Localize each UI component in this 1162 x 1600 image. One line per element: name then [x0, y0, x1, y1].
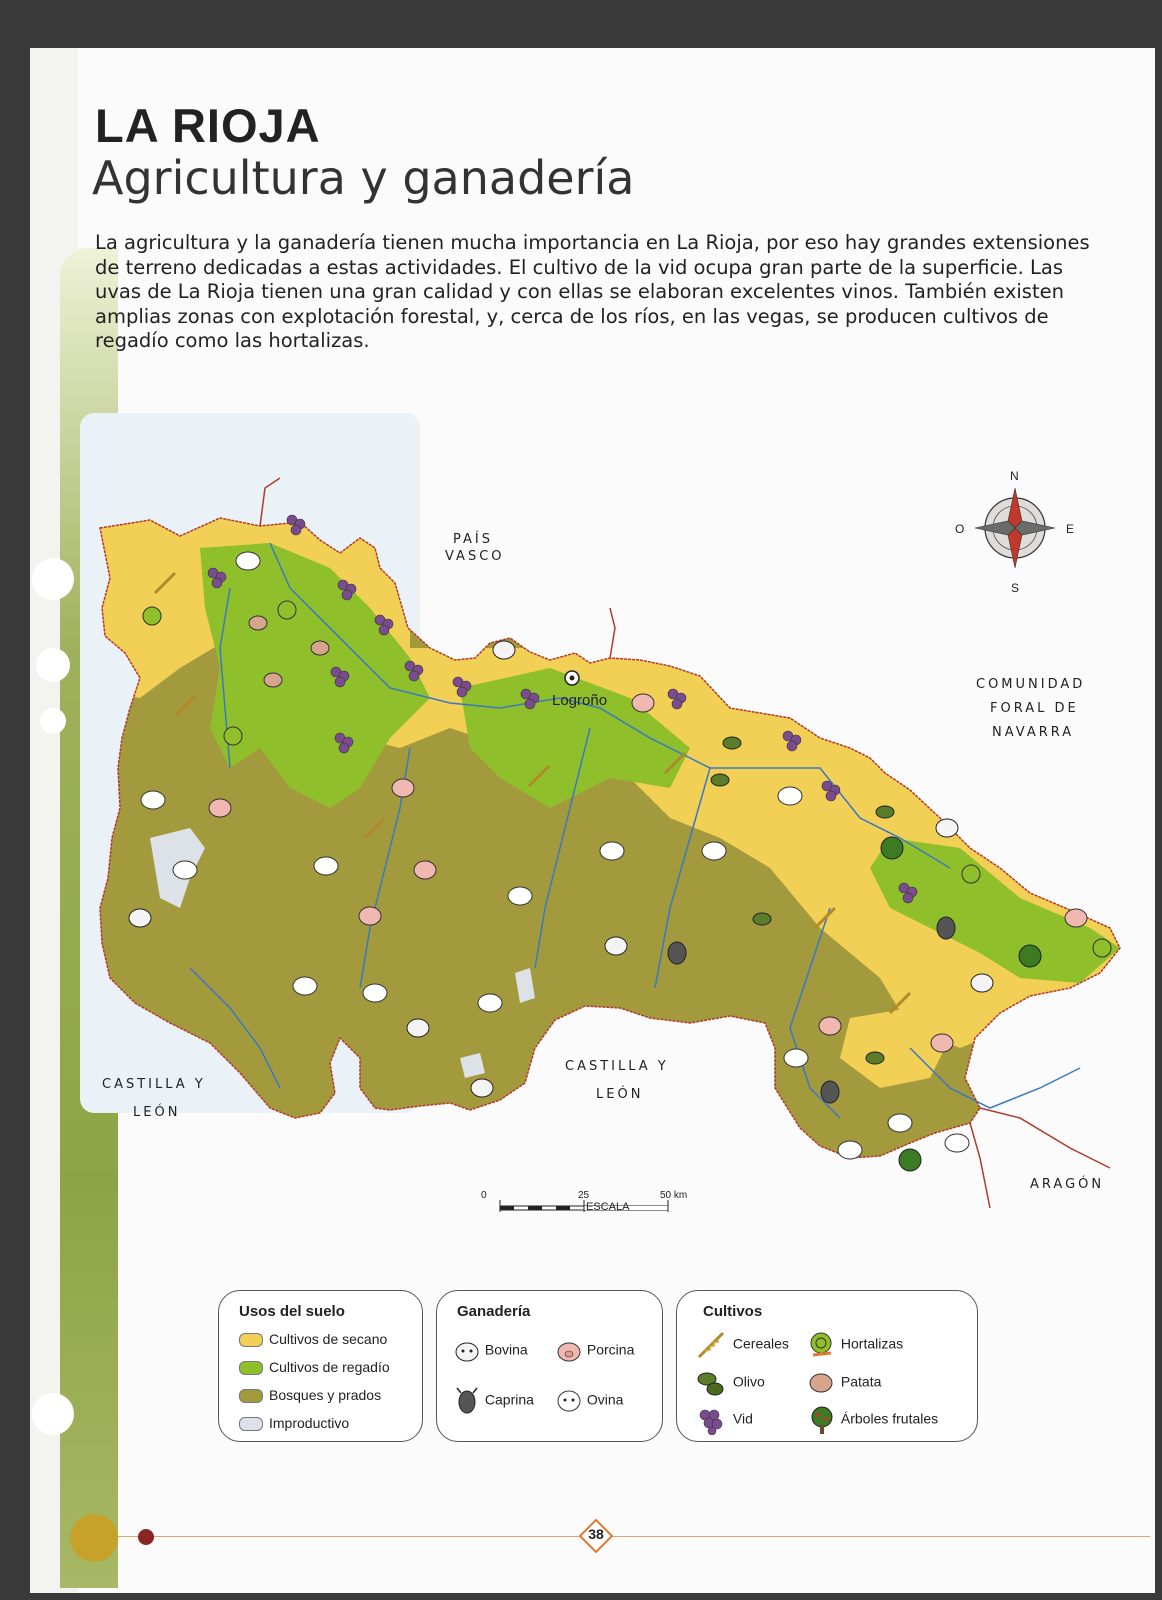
legend-item-secano: Cultivos de secano — [239, 1331, 387, 1347]
region-label: FORAL DE — [990, 701, 1079, 716]
region-label: CASTILLA Y — [102, 1077, 206, 1092]
compass-rose-icon — [955, 469, 1074, 595]
page-subtitle: Agricultura y ganadería — [92, 151, 635, 205]
legend-title: Cultivos — [703, 1303, 763, 1320]
legend-title: Usos del suelo — [239, 1303, 345, 1320]
region-label: COMUNIDAD — [976, 677, 1086, 692]
porcina-icon — [555, 1339, 583, 1363]
vid-icon — [695, 1405, 729, 1435]
compass-north: N — [1010, 469, 1019, 483]
compass-west: O — [955, 522, 965, 536]
ovina-icon — [555, 1387, 583, 1415]
page-title: LA RIOJA — [95, 99, 321, 152]
caprina-icon — [453, 1387, 481, 1415]
legend-title: Ganadería — [457, 1303, 531, 1320]
legend-item-hortalizas: Hortalizas — [807, 1331, 903, 1359]
legend-item-olivo: Olivo — [695, 1369, 765, 1397]
page-number — [578, 1518, 614, 1554]
legend-item-arboles-frutales: Árboles frutales — [807, 1405, 938, 1435]
legend-item-bosques: Bosques y prados — [239, 1387, 381, 1403]
hortalizas-icon — [807, 1331, 837, 1359]
legend-usos-del-suelo — [218, 1290, 423, 1442]
olivo-icon — [695, 1369, 729, 1397]
footer-line — [90, 1536, 1150, 1537]
compass-east: E — [1066, 522, 1075, 536]
page — [30, 48, 1155, 1593]
legend-cultivos — [676, 1290, 978, 1442]
border-navarra — [610, 608, 615, 658]
city-label: Logroño — [552, 692, 608, 709]
legend-item-ovina: Ovina — [555, 1387, 623, 1415]
intro-paragraph: La agricultura y la ganadería tienen mucha importancia en La Rioja, por eso hay grandes extensiones de terreno dedicadas a estas actividades. El cultivo de la vid ocupa gran parte de la superficie. Las uvas de La Rioja tienen una gran calidad y con ellas se elaboran excelentes vinos. También existen amplias zonas con explotación forestal, y, cerca de los ríos, en las vegas, se producen cultivos de regadío como las hortalizas. — [95, 231, 1090, 352]
cereales-icon — [695, 1331, 729, 1359]
region-label: LEÓN — [133, 1105, 181, 1120]
scale-bar — [500, 1200, 668, 1212]
legend-item-regadio: Cultivos de regadío — [239, 1359, 390, 1375]
region-label: PAÍS — [453, 532, 493, 547]
scale-tick: 50 km — [660, 1190, 688, 1201]
patata-icon — [807, 1369, 837, 1397]
region-label: ARAGÓN — [1030, 1177, 1105, 1192]
scale-title: ESCALA — [586, 1201, 630, 1213]
page-number-label: 38 — [588, 1526, 604, 1542]
region-label: LEÓN — [596, 1087, 644, 1102]
footer-dot — [70, 1514, 118, 1562]
legend-item-cereales: Cereales — [695, 1331, 789, 1359]
legend-item-vid: Vid — [695, 1405, 753, 1435]
legend-item-caprina: Caprina — [453, 1387, 534, 1415]
region-label: NAVARRA — [992, 725, 1075, 740]
border-pais-vasco — [260, 478, 280, 526]
border-castilla-south — [970, 1123, 990, 1208]
region-label: CASTILLA Y — [565, 1059, 669, 1074]
scale-tick: 25 — [578, 1190, 590, 1201]
footer-dot — [138, 1529, 154, 1545]
bovina-icon — [453, 1339, 481, 1363]
border-aragon — [980, 1108, 1110, 1168]
legend-item-porcina: Porcina — [555, 1339, 634, 1363]
compass-south: S — [1011, 581, 1020, 595]
region-label: VASCO — [445, 549, 505, 564]
legend-item-patata: Patata — [807, 1369, 881, 1397]
legend-ganaderia — [436, 1290, 663, 1442]
arboles-frutales-icon — [807, 1405, 837, 1435]
legend-item-bovina: Bovina — [453, 1339, 528, 1363]
legend-item-improductivo: Improductivo — [239, 1415, 349, 1431]
scale-tick: 0 — [481, 1190, 487, 1201]
